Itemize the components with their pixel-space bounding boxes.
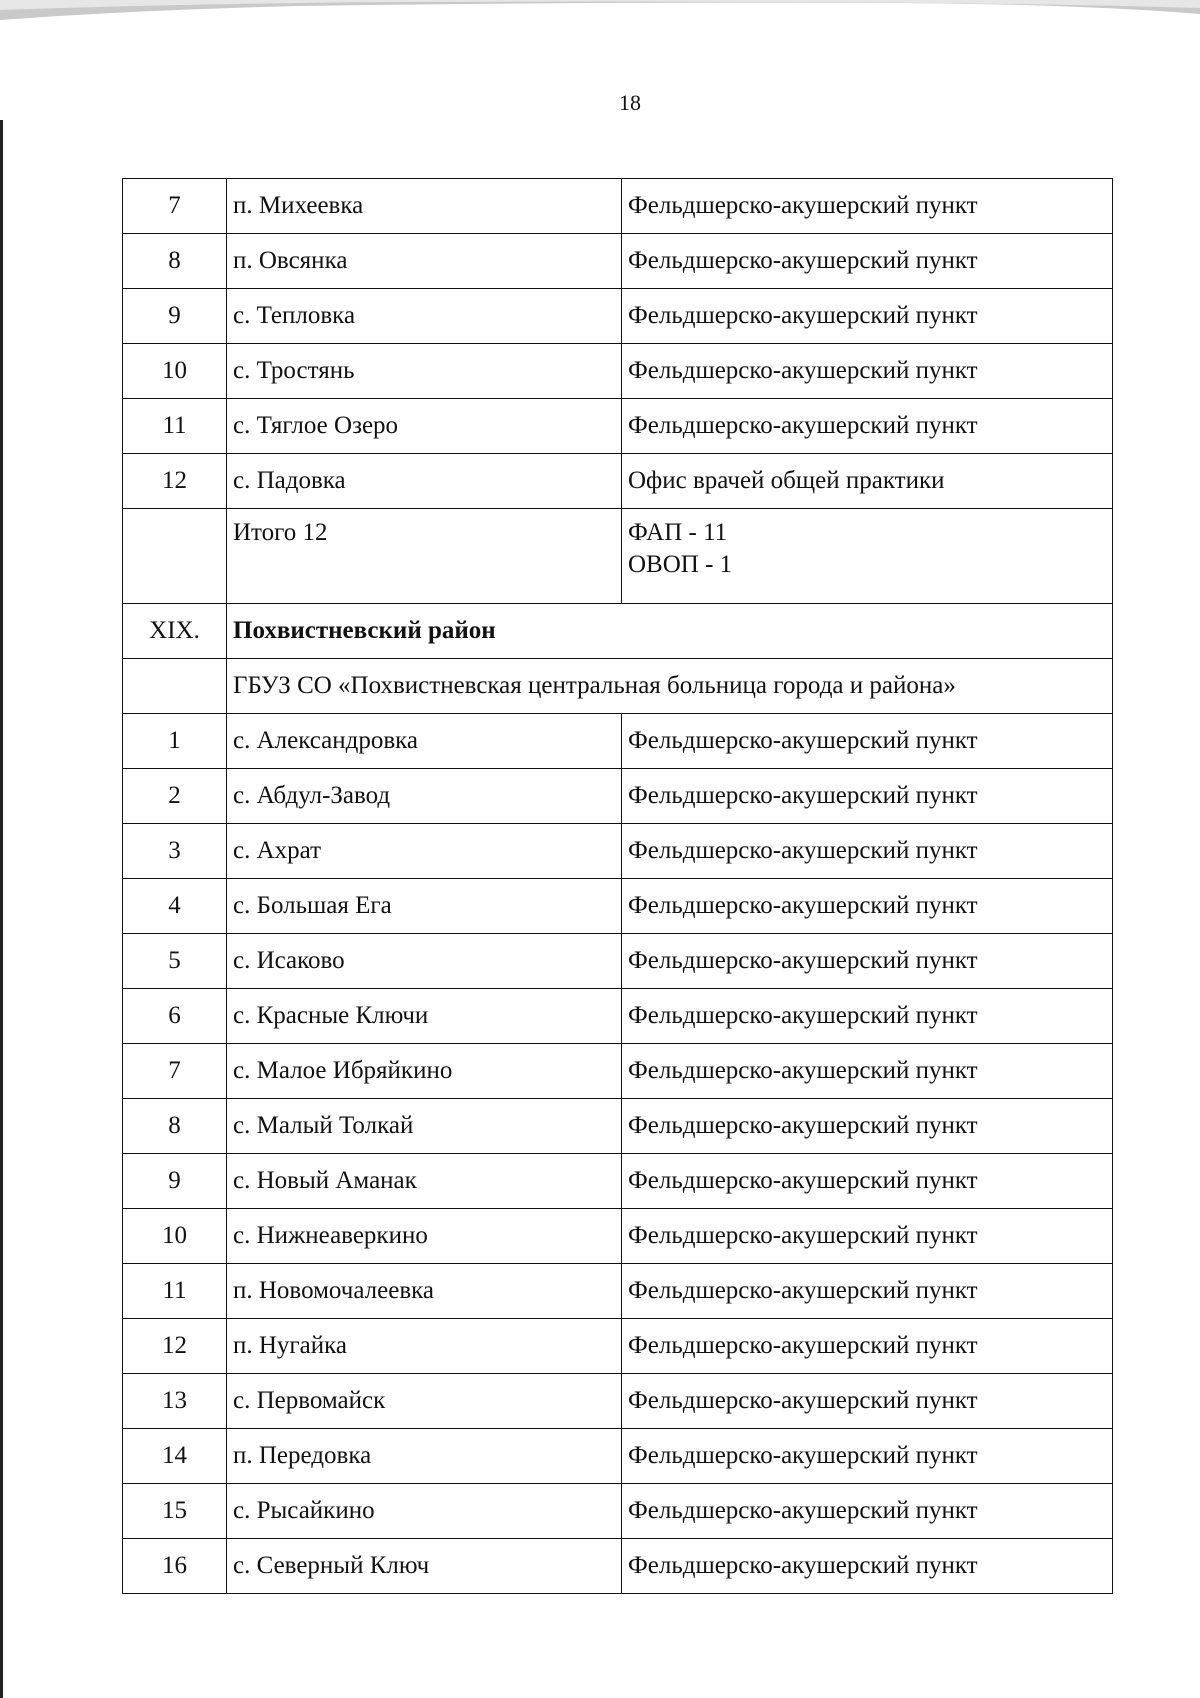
total-ovop-count: ОВОП - 1 [628,551,733,578]
settlement-name: п. Нугайка [227,1319,622,1374]
facility-type: Фельдшерско-акушерский пункт [622,1264,1113,1319]
facility-type: Фельдшерско-акушерский пункт [622,1319,1113,1374]
facility-type: Фельдшерско-акушерский пункт [622,1209,1113,1264]
row-number: 9 [123,289,227,344]
settlement-name: с. Первомайск [227,1374,622,1429]
row-number: 4 [123,879,227,934]
facility-type: Фельдшерско-акушерский пункт [622,344,1113,399]
settlement-name: п. Михеевка [227,179,622,234]
scan-edge-left [0,120,3,1698]
settlement-name: п. Новомочалеевка [227,1264,622,1319]
row-number: 3 [123,824,227,879]
settlement-name: с. Ахрат [227,824,622,879]
table-row [123,824,1113,879]
row-number: 13 [123,1374,227,1429]
settlement-name: с. Северный Ключ [227,1539,622,1594]
table-row [123,344,1113,399]
settlement-name: с. Малый Толкай [227,1099,622,1154]
section-number: XIX. [123,604,227,659]
total-number-cell [123,509,227,604]
table-row [123,1044,1113,1099]
row-number: 7 [123,1044,227,1099]
row-number: 14 [123,1429,227,1484]
facility-type: Фельдшерско-акушерский пункт [622,989,1113,1044]
settlement-name: п. Передовка [227,1429,622,1484]
facility-type: Фельдшерско-акушерский пункт [622,234,1113,289]
facility-type: Фельдшерско-акушерский пункт [622,1429,1113,1484]
facility-type: Фельдшерско-акушерский пункт [622,714,1113,769]
row-number: 5 [123,934,227,989]
table-row [123,179,1113,234]
facility-type: Фельдшерско-акушерский пункт [622,1154,1113,1209]
table-body-summary [123,509,1113,714]
row-number: 9 [123,1154,227,1209]
facility-type: Фельдшерско-акушерский пункт [622,1539,1113,1594]
row-number: 12 [123,1319,227,1374]
table-row [123,714,1113,769]
institution-row [123,659,1113,714]
settlement-name: п. Овсянка [227,234,622,289]
row-number: 10 [123,344,227,399]
settlement-name: с. Падовка [227,454,622,509]
row-number: 8 [123,1099,227,1154]
row-number: 1 [123,714,227,769]
table-row [123,1429,1113,1484]
settlement-name: с. Нижнеаверкино [227,1209,622,1264]
table-body-previous-district [123,179,1113,509]
settlement-name: с. Исаково [227,934,622,989]
table-row [123,879,1113,934]
facility-type: Фельдшерско-акушерский пункт [622,1099,1113,1154]
settlement-name: с. Малое Ибряйкино [227,1044,622,1099]
table-row [123,1374,1113,1429]
facility-type: Фельдшерско-акушерский пункт [622,289,1113,344]
table-row [123,454,1113,509]
section-title: Похвистневский район [227,604,1113,659]
settlement-name: с. Большая Ега [227,879,622,934]
table-body-pokhvistnevo-district [123,714,1113,1594]
table-row [123,989,1113,1044]
settlement-name: с. Абдул-Завод [227,769,622,824]
table-row [123,934,1113,989]
facility-type: Фельдшерско-акушерский пункт [622,879,1113,934]
row-number: 15 [123,1484,227,1539]
page-number: 18 [619,90,641,115]
facilities-table [122,178,1113,1594]
table-row [123,1099,1113,1154]
facility-type: Фельдшерско-акушерский пункт [622,1374,1113,1429]
scan-edge-shadow [0,0,1200,30]
table-row [123,289,1113,344]
facility-type: Фельдшерско-акушерский пункт [622,824,1113,879]
table-row [123,234,1113,289]
institution-number-cell [123,659,227,714]
total-breakdown-cell [622,509,1113,604]
settlement-name: с. Рысайкино [227,1484,622,1539]
settlement-name: с. Александровка [227,714,622,769]
row-number: 11 [123,399,227,454]
settlement-name: с. Тепловка [227,289,622,344]
facility-type: Фельдшерско-акушерский пункт [622,399,1113,454]
total-fap-count: ФАП - 11 [628,519,728,546]
row-number: 2 [123,769,227,824]
table-row [123,1539,1113,1594]
section-header-row [123,604,1113,659]
settlement-name: с. Тростянь [227,344,622,399]
table-row [123,769,1113,824]
table-row [123,1319,1113,1374]
row-number: 6 [123,989,227,1044]
row-number: 12 [123,454,227,509]
table-row [123,399,1113,454]
table-row [123,1209,1113,1264]
total-row [123,509,1113,604]
row-number: 10 [123,1209,227,1264]
facility-type: Офис врачей общей практики [622,454,1113,509]
facility-type: Фельдшерско-акушерский пункт [622,1044,1113,1099]
table-row [123,1484,1113,1539]
row-number: 8 [123,234,227,289]
row-number: 16 [123,1539,227,1594]
settlement-name: с. Тяглое Озеро [227,399,622,454]
facility-type: Фельдшерско-акушерский пункт [622,179,1113,234]
settlement-name: с. Новый Аманак [227,1154,622,1209]
table-row [123,1154,1113,1209]
total-label-cell: Итого 12 [227,509,622,604]
institution-name: ГБУЗ СО «Похвистневская центральная больница города и района» [227,659,1113,714]
facility-type: Фельдшерско-акушерский пункт [622,769,1113,824]
facility-type: Фельдшерско-акушерский пункт [622,934,1113,989]
settlement-name: с. Красные Ключи [227,989,622,1044]
row-number: 7 [123,179,227,234]
row-number: 11 [123,1264,227,1319]
facility-type: Фельдшерско-акушерский пункт [622,1484,1113,1539]
table-row [123,1264,1113,1319]
